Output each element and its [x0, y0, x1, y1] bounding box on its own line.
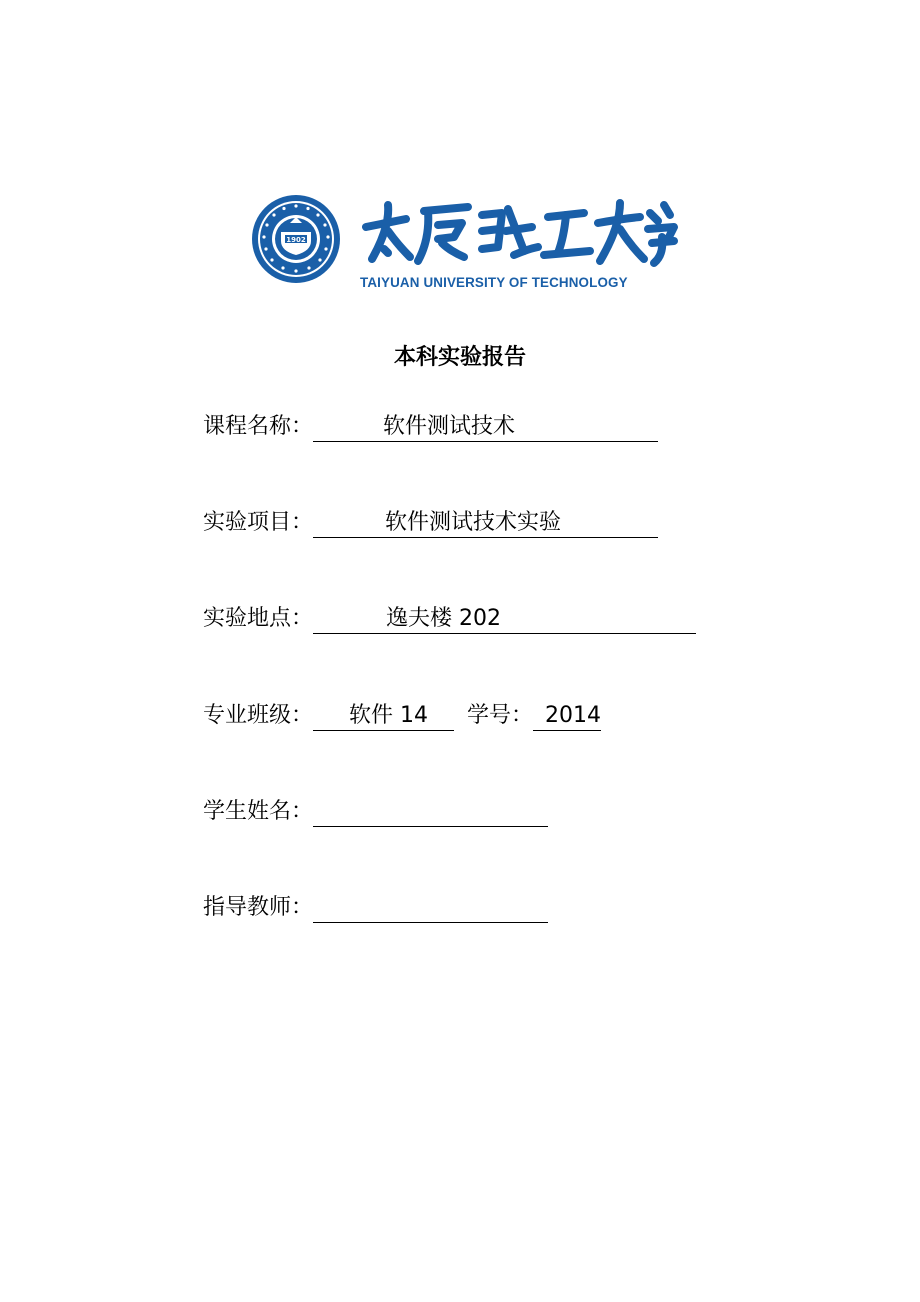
field-value-line	[313, 699, 454, 731]
field-value-line	[313, 795, 548, 827]
field-label: 课程名称：	[203, 414, 314, 439]
field-label: 实验地点：	[203, 606, 314, 631]
field-label: 学生姓名：	[203, 799, 314, 824]
field-value: 软件测试技术	[383, 414, 516, 439]
field-instructor	[203, 891, 548, 925]
university-calligraphy-logo	[358, 197, 678, 269]
university-seal-icon	[250, 193, 342, 285]
field-label: 专业班级：	[203, 703, 314, 728]
field-value-line	[313, 506, 658, 538]
field-label-student-id: 学号：	[467, 703, 534, 728]
field-label: 指导教师：	[203, 895, 314, 920]
field-value-line	[313, 891, 548, 923]
university-name-en: TAIYUAN UNIVERSITY OF TECHNOLOGY	[360, 275, 628, 290]
field-experiment-project	[203, 506, 658, 540]
field-value-line	[533, 699, 601, 731]
university-logo	[250, 193, 680, 295]
field-experiment-location	[203, 602, 696, 636]
field-value-student-id: 2014	[545, 703, 602, 728]
field-value: 软件测试技术实验	[385, 510, 562, 535]
field-major-class	[203, 699, 601, 733]
field-student-name	[203, 795, 548, 829]
field-value: 软件 14	[349, 703, 429, 728]
field-value-line	[313, 410, 658, 442]
field-value-line	[313, 602, 696, 634]
report-title: 本科实验报告	[393, 345, 526, 370]
field-label: 实验项目：	[203, 510, 314, 535]
field-value: 逸夫楼 202	[386, 606, 502, 631]
seal-year: 1902	[286, 236, 306, 244]
field-course-name	[203, 410, 658, 444]
